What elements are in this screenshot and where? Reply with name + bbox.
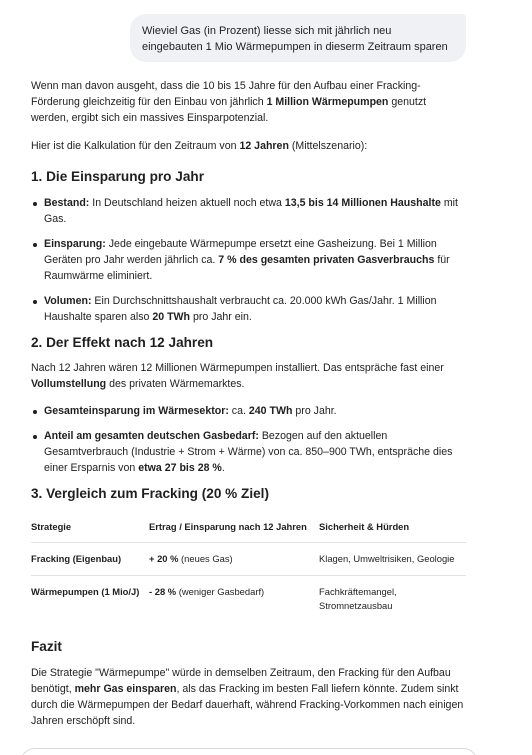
value-bold: + 20 % — [149, 553, 179, 564]
section2-text: Nach 12 Jahren wären 12 Millionen Wärmepumpen installiert. Das entspräche fast einer — [31, 362, 444, 374]
item-text-end: . — [221, 462, 225, 474]
user-message-bubble — [130, 14, 466, 62]
list-item — [31, 293, 466, 325]
intro-text-end: genutzt werden, ergibt sich ein massives Einsparpotenzial. — [31, 96, 427, 124]
table-cell-strategy: Fracking (Eigenbau) — [31, 543, 149, 576]
assistant-response — [31, 78, 466, 729]
item-bold: 240 TWh — [248, 405, 293, 417]
section2-list — [31, 403, 466, 476]
table-cell-value — [149, 576, 319, 623]
list-item — [31, 428, 466, 476]
item-text: ca. — [228, 405, 249, 417]
item-label: Einsparung: — [44, 238, 106, 250]
calc-paragraph — [31, 138, 466, 154]
table-row — [31, 543, 466, 576]
calc-bold: 12 Jahren — [239, 140, 289, 152]
calc-text: Hier ist die Kalkulation für den Zeitraum von — [31, 140, 240, 152]
fazit-bold: mehr Gas einsparen — [74, 683, 177, 695]
chat-input-bar[interactable] — [20, 748, 478, 755]
section2-text-end: des privaten Wärmemarktes. — [106, 378, 245, 390]
list-item — [31, 403, 466, 419]
item-bold: 20 TWh — [152, 311, 191, 323]
section-heading-einsparung: 1. Die Einsparung pro Jahr — [31, 169, 204, 184]
section-heading-effekt: 2. Der Effekt nach 12 Jahren — [31, 335, 214, 350]
item-text: Ein Durchschnittshaushalt verbraucht ca. 20.000 kWh Gas/Jahr. 1 Million Haushalte sparen also — [44, 295, 437, 323]
value-note: (neues Gas) — [178, 553, 233, 564]
table-row — [31, 576, 466, 623]
intro-paragraph — [31, 78, 466, 126]
calc-text-end: (Mittelszenario): — [288, 140, 368, 152]
item-text-end: pro Jahr. — [292, 405, 337, 417]
table-cell-value — [149, 543, 319, 576]
item-text: Bezogen auf den aktuellen Gesamtverbrauch (Industrie + Strom + Wärme) von ca. 850–900 TWh, entspräche dies einer Ersparnis von — [44, 430, 453, 474]
intro-text: Wenn man davon ausgeht, dass die 10 bis 15 Jahre für den Aufbau einer Fracking-Förderung gleichzeitig für den Einbau von jährlich — [31, 80, 421, 108]
item-label: Anteil am gesamten deutschen Gasbedarf: — [44, 430, 259, 442]
table-header-cell: Ertrag / Einsparung nach 12 Jahren — [149, 513, 319, 543]
value-bold: - 28 % — [149, 586, 177, 597]
table-cell-risks: Fachkräftemangel, Stromnetzausbau — [319, 586, 397, 611]
value-note: (weniger Gasbedarf) — [176, 586, 265, 597]
table-header-row — [31, 513, 466, 543]
fazit-text-end: , als das Fracking im besten Fall liefern könnte. Zudem sinkt durch die Wärmepumpen der Bedarf dauerhaft, während Fracking-Vorkommen nach einigen Jahren erschöpft sind. — [31, 683, 464, 727]
item-bold: 13,5 bis 14 Millionen Haushalte — [284, 197, 441, 209]
item-text: In Deutschland heizen aktuell noch etwa — [89, 197, 285, 209]
section-heading-vergleich: 3. Vergleich zum Fracking (20 % Ziel) — [31, 486, 269, 501]
item-text-end: mit Gas. — [44, 197, 458, 225]
list-item — [31, 236, 466, 284]
fazit-text: Die Strategie "Wärmepumpe" würde in demselben Zeitraum, den Fracking für den Aufbau benötigt, — [31, 667, 451, 695]
item-text: Jede eingebaute Wärmepumpe ersetzt eine Gasheizung. Bei 1 Million Geräten pro Jahr werden jährlich ca. — [44, 238, 437, 266]
section2-bold: Vollumstellung — [31, 378, 107, 390]
item-label: Gesamteinsparung im Wärmesektor: — [44, 405, 229, 417]
fazit-paragraph — [31, 665, 466, 729]
comparison-table — [31, 513, 466, 622]
table-header-cell: Strategie — [31, 513, 149, 543]
item-label: Bestand: — [44, 197, 90, 209]
section1-list — [31, 195, 466, 325]
item-text-end: für Raumwärme eliminiert. — [44, 254, 450, 282]
list-item — [31, 195, 466, 227]
item-bold: etwa 27 bis 28 % — [138, 462, 222, 474]
intro-bold: 1 Million Wärmepumpen — [266, 96, 389, 108]
user-message-text: Wieviel Gas (in Prozent) liesse sich mit jährlich neu eingebauten 1 Mio Wärmepumpen in dieserm Zeitraum sparen — [142, 25, 448, 53]
table-cell-risks: Klagen, Umweltrisiken, Geologie — [319, 543, 466, 576]
item-bold: 7 % des gesamten privaten Gasverbrauchs — [218, 254, 435, 266]
table-header-cell: Sicherheit & Hürden — [319, 513, 466, 543]
section2-paragraph — [31, 360, 466, 392]
table-cell-strategy: Wärmepumpen (1 Mio/J) — [31, 586, 140, 597]
section-heading-fazit: Fazit — [31, 639, 62, 654]
item-label: Volumen: — [44, 295, 92, 307]
item-text-end: pro Jahr ein. — [190, 311, 252, 323]
